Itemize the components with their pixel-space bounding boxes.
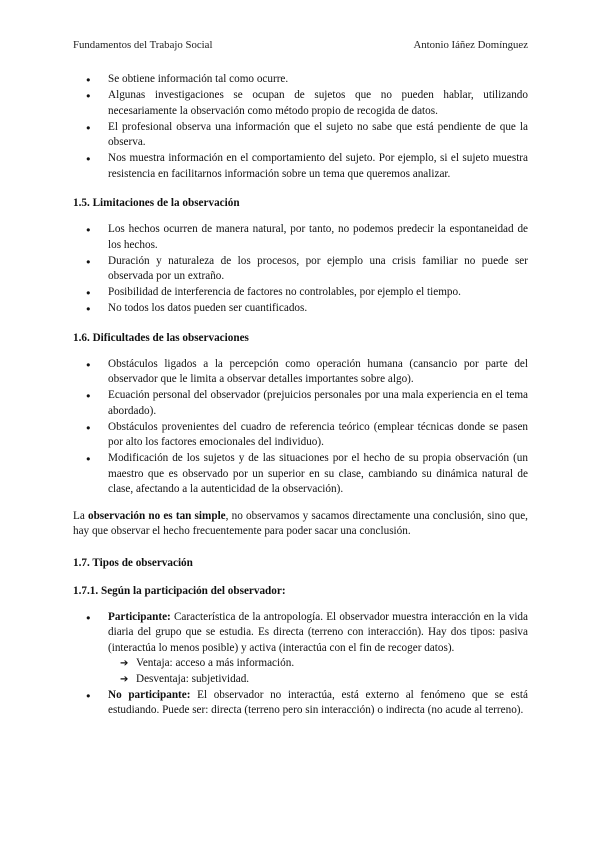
- no-participante-description: El observador no interactúa, está externo al fenómeno que se está estudiando. Puede ser: directa (terreno pero sin interacción) o indirecta (no acude al terreno).: [108, 688, 528, 716]
- sublist-item: [108, 672, 528, 688]
- conclusion-post: , no observamos y sacamos directamente una conclusión, sino que, hay que observar el hecho frecuentemente para poder sacar una conclusión.: [73, 509, 528, 537]
- conclusion-emphasis: observación no es tan simple: [87, 509, 226, 522]
- header-course-title: Fundamentos del Trabajo Social: [73, 39, 213, 51]
- list-item: ● Nos muestra información en el comportamiento del sujeto. Por ejemplo, si el sujeto muestra resistencia en facilitarnos información sobre un tema que queremos analizar.: [73, 151, 528, 182]
- subsection-heading-participacion: 1.7.1. Según la participación del observador:: [73, 584, 286, 597]
- page-header: [73, 39, 528, 51]
- sublist-item-text: Ventaja: acceso a más información.: [136, 657, 295, 669]
- section-heading-dificultades: 1.6. Dificultades de las observaciones: [73, 331, 249, 344]
- participante-sublist: [108, 656, 528, 687]
- dificultades-list: [73, 357, 528, 498]
- conclusion-paragraph: [73, 509, 528, 540]
- arrow-right-icon: ➔: [120, 658, 129, 669]
- sublist-item: [108, 656, 528, 672]
- limitaciones-list: [73, 222, 528, 317]
- tipos-list: [73, 610, 528, 719]
- list-item: ● Algunas investigaciones se ocupan de sujetos que no pueden hablar, utilizando necesariamente la observación como método propio de recogida de datos.: [73, 88, 528, 119]
- list-item: ● El profesional observa una información que el sujeto no sabe que está pendiente de que la observa.: [73, 120, 528, 151]
- list-item: ● No todos los datos pueden ser cuantificados.: [73, 301, 528, 317]
- list-item: ● Ecuación personal del observador (prejuicios personales por una mala experiencia en el tema abordado).: [73, 388, 528, 419]
- list-item: ● Obstáculos ligados a la percepción como operación humana (cansancio por parte del observador que le limita a observar detalles importantes sobre algo).: [73, 357, 528, 388]
- arrow-right-icon: ➔: [120, 673, 129, 685]
- term-no-participante: No participante:: [108, 688, 191, 701]
- page-content: [73, 72, 528, 719]
- participante-description: Característica de la antropología. El observador muestra interacción en la vida diaria del grupo que se estudia. Es directa (terreno con interacción). Hay dos tipos: pasiva (interactúa lo menos posible) y activa (interactúa con el fin de recoger datos).: [108, 610, 528, 654]
- sublist-item-text: Desventaja: subjetividad.: [136, 672, 250, 685]
- list-item-no-participante: [73, 688, 528, 719]
- term-participante: Participante:: [108, 610, 171, 623]
- list-item: ● Los hechos ocurren de manera natural, por tanto, no podemos predecir la espontaneidad de los hechos.: [73, 222, 528, 253]
- list-item-participante: [73, 610, 528, 688]
- header-author: Antonio Iáñez Domínguez: [413, 39, 528, 51]
- intro-list: [73, 72, 528, 182]
- section-heading-limitaciones: 1.5. Limitaciones de la observación: [73, 197, 240, 209]
- conclusion-pre: La: [73, 509, 88, 522]
- list-item: ● Modificación de los sujetos y de las situaciones por el hecho de su propia observación (un maestro que es observado por un superior en su clase, cambiando su dinámica natural de clase, afectando a la autenticidad de la observación).: [73, 451, 528, 498]
- list-item: ● Se obtiene información tal como ocurre.: [73, 72, 528, 88]
- section-heading-tipos: 1.7. Tipos de observación: [73, 556, 193, 569]
- list-item: ● Posibilidad de interferencia de factores no controlables, por ejemplo el tiempo.: [73, 285, 528, 301]
- list-item: ● Duración y naturaleza de los procesos, por ejemplo una crisis familiar no puede ser observada por un extraño.: [73, 254, 528, 285]
- list-item: ● Obstáculos provenientes del cuadro de referencia teórico (emplear técnicas donde se pasen por alto los factores emocionales del individuo).: [73, 420, 528, 451]
